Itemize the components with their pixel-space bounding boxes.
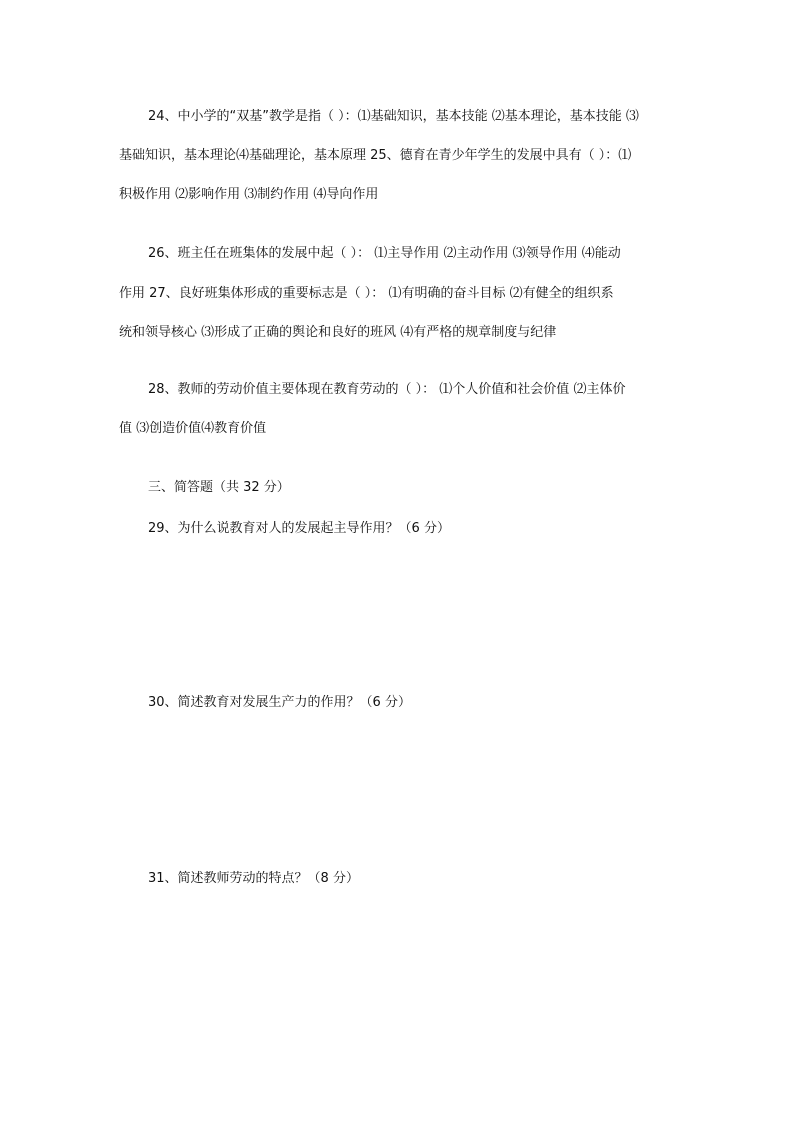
q31-question: 31、简述教师劳动的特点？（8 分） — [148, 871, 359, 886]
q29-question: 29、为什么说教育对人的发展起主导作用？（6 分） — [148, 521, 450, 536]
q24-q25-line-2: 基础知识，基本理论⑷基础理论，基本原理 25、德育在青少年学生的发展中具有（ ）：⑴ — [119, 148, 632, 163]
section-3-heading: 三、简答题（共 32 分） — [148, 480, 290, 495]
q28-line-1: 28、教师的劳动价值主要体现在教育劳动的（ ）： ⑴个人价值和社会价值 ⑵主体价 — [148, 382, 626, 397]
q25-line-3: 积极作用 ⑵影响作用 ⑶制约作用 ⑷导向作用 — [119, 187, 379, 202]
q27-line-3: 统和领导核心 ⑶形成了正确的舆论和良好的班风 ⑷有严格的规章制度与纪律 — [119, 325, 557, 340]
q30-question: 30、简述教育对发展生产力的作用？（6 分） — [148, 695, 411, 710]
q28-line-2: 值 ⑶创造价值⑷教育价值 — [119, 421, 267, 436]
q24-line-1: 24、中小学的“双基”教学是指（ ）：⑴基础知识，基本技能 ⑵基本理论，基本技能 ⑶ — [148, 109, 639, 124]
q26-line-1: 26、班主任在班集体的发展中起（ ）： ⑴主导作用 ⑵主动作用 ⑶领导作用 ⑷能动 — [148, 246, 621, 261]
q26-q27-line-2: 作用 27、良好班集体形成的重要标志是（ ）： ⑴有明确的奋斗目标 ⑵有健全的组织系 — [119, 286, 614, 301]
